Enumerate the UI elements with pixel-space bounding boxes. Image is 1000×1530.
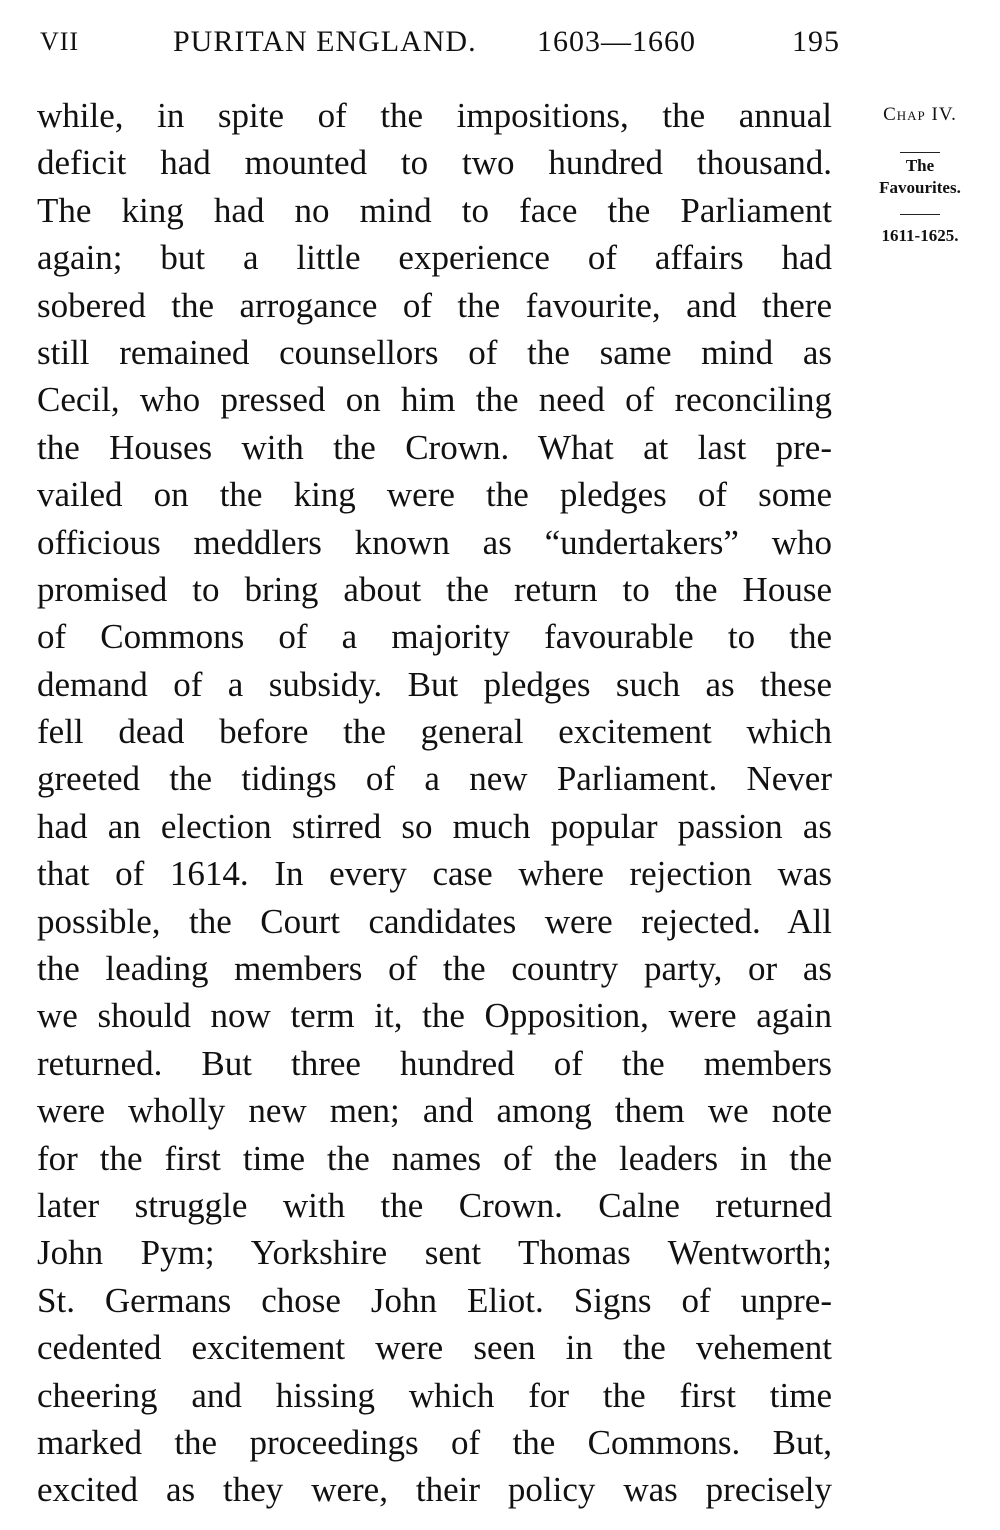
text-line: marked the proceedings of the Commons. But, (37, 1422, 832, 1462)
text-line: officious meddlers known as “undertakers” who (37, 522, 832, 562)
text-line: the Houses with the Crown. What at last pre- (37, 427, 832, 467)
margin-rule-top (900, 152, 940, 153)
text-line: the leading members of the country party, or as (37, 949, 832, 989)
text-line: that of 1614. In every case where rejection was (37, 854, 832, 894)
header-title: PURITAN ENGLAND. (173, 25, 477, 58)
running-header (40, 22, 840, 62)
margin-note-topic-line1: The (905, 156, 935, 175)
text-line: The king had no mind to face the Parliament (37, 190, 832, 230)
text-line: while, in spite of the impositions, the annual (37, 96, 832, 135)
text-line: for the first time the names of the leaders in the (37, 1138, 832, 1178)
text-line: we should now term it, the Opposition, were again (37, 996, 832, 1036)
text-line: excited as they were, their policy was precisely (37, 1470, 832, 1510)
text-line: possible, the Court candidates were rejected. All (37, 901, 832, 941)
text-line: still remained counsellors of the same mind as (37, 332, 832, 372)
text-line: had an election stirred so much popular passion as (37, 806, 832, 846)
text-line: fell dead before the general excitement which (37, 712, 832, 752)
body-text (37, 92, 832, 1514)
text-line: sobered the arrogance of the favourite, and there (37, 285, 832, 325)
text-line: John Pym; Yorkshire sent Thomas Wentworth; (37, 1233, 832, 1273)
text-line: greeted the tidings of a new Parliament. Never (37, 759, 832, 799)
text-line: vailed on the king were the pledges of some (37, 475, 832, 515)
text-line: were wholly new men; and among them we note (37, 1091, 832, 1131)
text-line: again; but a little experience of affairs had (37, 238, 832, 278)
margin-note-topic (850, 155, 990, 199)
text-line: deficit had mounted to two hundred thousand. (37, 143, 832, 183)
margin-note-chapter: Chap IV. (883, 104, 957, 125)
text-line: promised to bring about the return to the House (37, 569, 832, 609)
text-line: of Commons of a majority favourable to the (37, 617, 832, 657)
margin-note-dates: 1611-1625. (881, 226, 959, 245)
text-line: cheering and hissing which for the first time (37, 1375, 832, 1415)
header-chapter: VII (40, 27, 80, 56)
page-number: 195 (792, 25, 840, 58)
text-line: demand of a subsidy. But pledges such as these (37, 664, 832, 704)
text-line: later struggle with the Crown. Calne returned (37, 1185, 832, 1225)
text-line: cedented excitement were seen in the vehement (37, 1328, 832, 1368)
margin-rule-bottom (900, 214, 940, 215)
text-line: Cecil, who pressed on him the need of reconciling (37, 380, 832, 420)
header-dates: 1603—1660 (537, 25, 696, 58)
text-line: St. Germans chose John Eliot. Signs of unpre- (37, 1280, 832, 1320)
margin-note-topic-line2: Favourites. (879, 178, 961, 197)
text-line: returned. But three hundred of the members (37, 1043, 832, 1083)
